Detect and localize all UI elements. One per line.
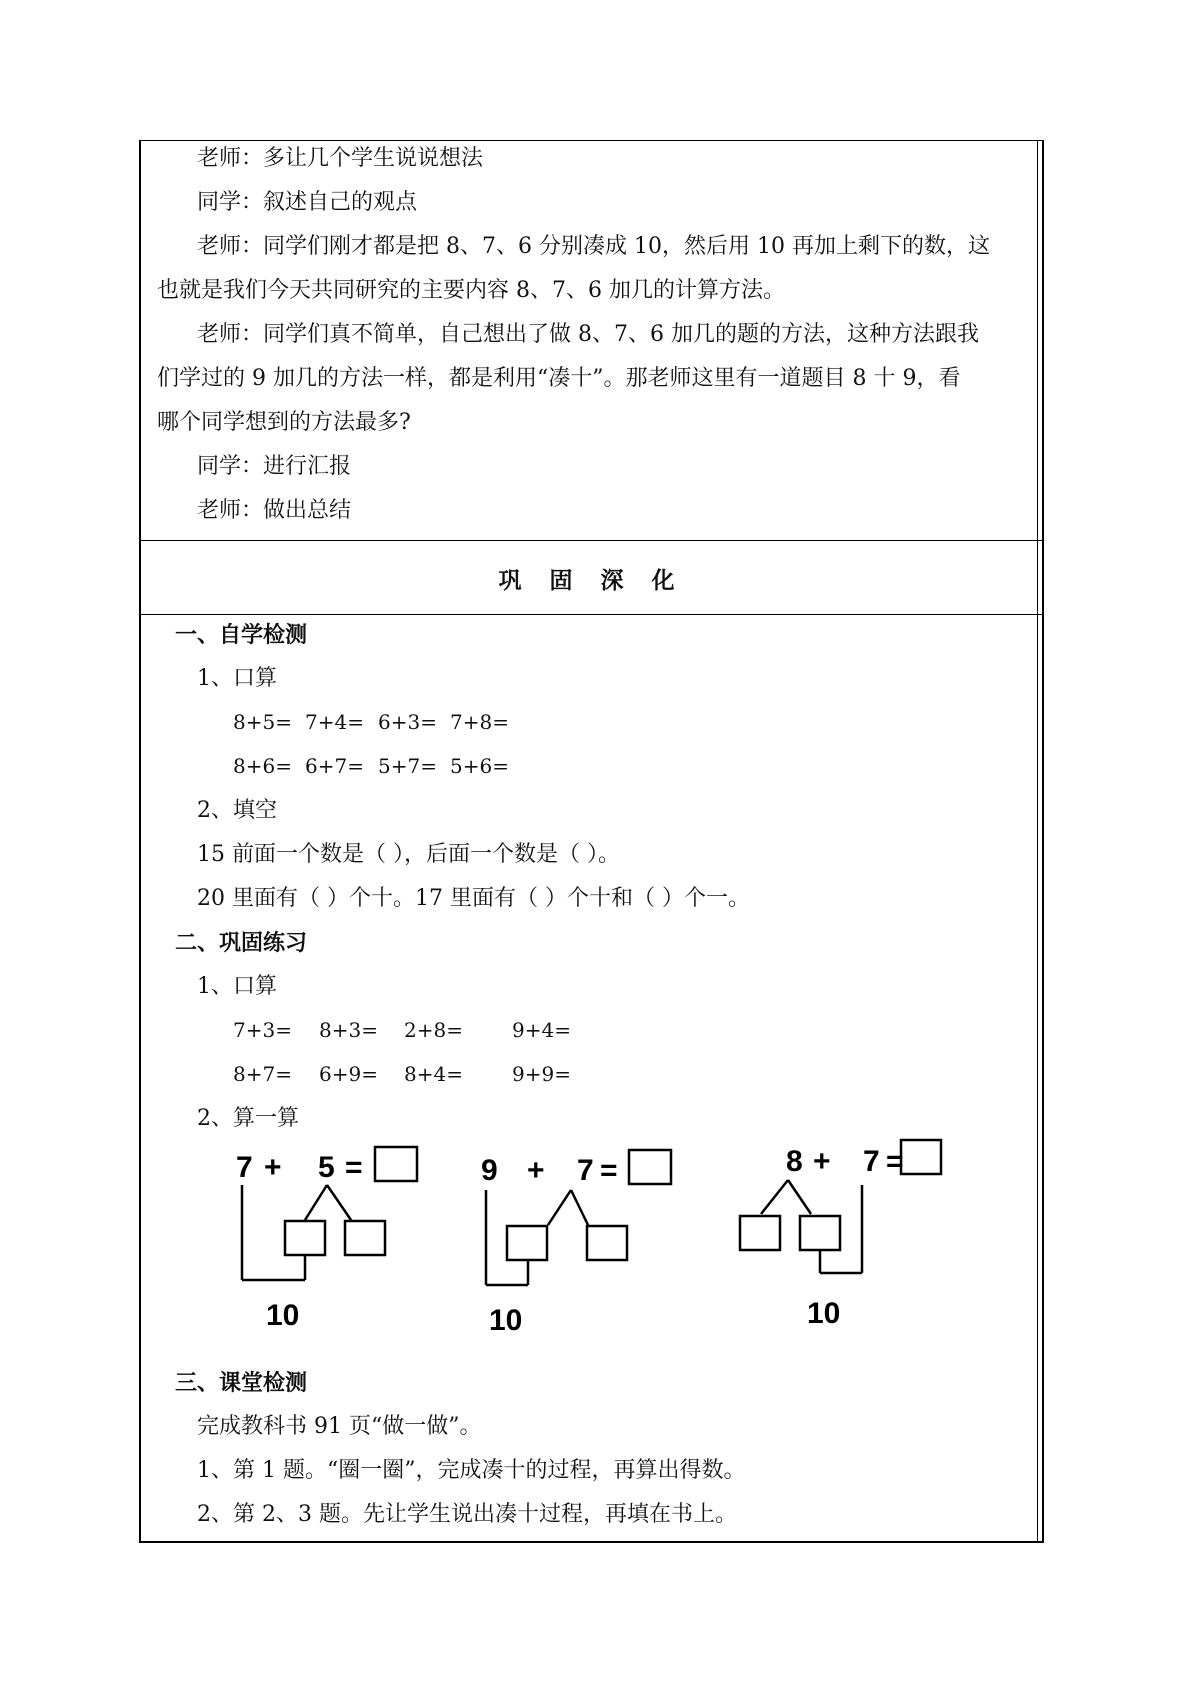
split-box: [345, 1221, 385, 1255]
ten-label: 10: [807, 1297, 841, 1330]
part1-sub2: 2、填空: [197, 798, 277, 823]
part2-sub2: 2、算一算: [197, 1106, 299, 1131]
make-ten-diagram-1: [236, 1147, 417, 1332]
addend-a: 8: [786, 1145, 803, 1178]
oral-item: 8+3=: [319, 1018, 378, 1042]
part2-sub1: 1、口算: [197, 974, 277, 999]
equals-sign: =: [886, 1145, 904, 1178]
split-box: [587, 1226, 627, 1260]
fill-line: 20 里面有（ ）个十。17 里面有（ ）个十和（ ）个一。: [197, 886, 750, 911]
part3-line: 2、第 2、3 题。先让学生说出凑十过程，再填在书上。: [197, 1502, 737, 1527]
answer-box: [901, 1140, 941, 1174]
split-box: [800, 1216, 840, 1250]
dialogue-line: 同学：叙述自己的观点: [197, 190, 418, 215]
part3-line: 1、第 1 题。“圈一圈”，完成凑十的过程，再算出得数。: [197, 1458, 746, 1483]
oral-item: 5+7=: [378, 754, 437, 778]
dialogue-line: 同学：进行汇报: [197, 454, 352, 479]
oral-item: 6+9=: [319, 1062, 378, 1086]
oral-item: 9+9=: [512, 1062, 571, 1086]
part3-heading: 三、课堂检测: [175, 1370, 308, 1396]
oral-item: 7+4=: [305, 710, 364, 734]
split-line: [305, 1185, 327, 1220]
oral-item: 8+6=: [233, 754, 292, 778]
plus-sign: +: [813, 1145, 831, 1178]
make-ten-diagram-3: [740, 1140, 941, 1330]
ten-label: 10: [489, 1304, 523, 1337]
make-ten-diagrams: [141, 140, 1046, 1543]
split-box: [507, 1226, 547, 1260]
split-box: [285, 1221, 325, 1255]
dialogue-line: 老师：做出总结: [197, 498, 352, 523]
section-title: 巩 固 深 化: [498, 567, 685, 594]
dialogue-line: 老师：同学们刚才都是把 8、7、6 分别凑成 10，然后用 10 再加上剩下的数，这: [197, 234, 990, 259]
split-line: [761, 1180, 788, 1214]
lesson-table: [139, 140, 1044, 1543]
split-line: [788, 1180, 811, 1214]
equals-sign: =: [600, 1154, 618, 1187]
plus-sign: +: [264, 1151, 282, 1184]
part1-sub1: 1、口算: [197, 666, 277, 691]
oral-item: 5+6=: [450, 754, 509, 778]
split-box: [740, 1216, 780, 1250]
part3-line: 完成教科书 91 页“做一做”。: [197, 1414, 482, 1439]
fill-line: 15 前面一个数是（ ），后面一个数是（ ）。: [197, 842, 620, 867]
answer-box: [375, 1147, 417, 1181]
oral-item: 6+3=: [378, 710, 437, 734]
addend-b: 7: [863, 1145, 880, 1178]
dialogue-line: 老师：同学们真不简单，自己想出了做 8、7、6 加几的题的方法，这种方法跟我: [197, 322, 979, 347]
oral-item: 2+8=: [404, 1018, 463, 1042]
oral-item: 7+3=: [233, 1018, 292, 1042]
oral-item: 8+5=: [233, 710, 292, 734]
addend-b: 5: [318, 1151, 335, 1184]
oral-item: 9+4=: [512, 1018, 571, 1042]
dialogue-line: 哪个同学想到的方法最多?: [157, 410, 411, 435]
oral-item: 8+7=: [233, 1062, 292, 1086]
equals-sign: =: [345, 1151, 363, 1184]
dialogue-line: 也就是我们今天共同研究的主要内容 8、7、6 加几的计算方法。: [157, 278, 785, 303]
addend-b: 7: [577, 1154, 594, 1187]
split-line: [548, 1190, 571, 1225]
split-line: [327, 1185, 351, 1220]
make-ten-diagram-2: [481, 1150, 671, 1337]
part2-heading: 二、巩固练习: [175, 930, 308, 956]
dialogue-line: 老师：多让几个学生说说想法: [197, 146, 484, 171]
ten-label: 10: [266, 1299, 300, 1332]
oral-item: 7+8=: [450, 710, 509, 734]
oral-item: 8+4=: [404, 1062, 463, 1086]
part1-heading: 一、自学检测: [175, 622, 308, 648]
dialogue-line: 们学过的 9 加几的方法一样，都是利用“凑十”。那老师这里有一道题目 8 十 9，看: [157, 366, 961, 391]
plus-sign: +: [527, 1154, 545, 1187]
oral-item: 6+7=: [305, 754, 364, 778]
split-line: [571, 1190, 588, 1225]
addend-a: 7: [236, 1151, 253, 1184]
answer-box: [629, 1150, 671, 1184]
addend-a: 9: [481, 1154, 498, 1187]
